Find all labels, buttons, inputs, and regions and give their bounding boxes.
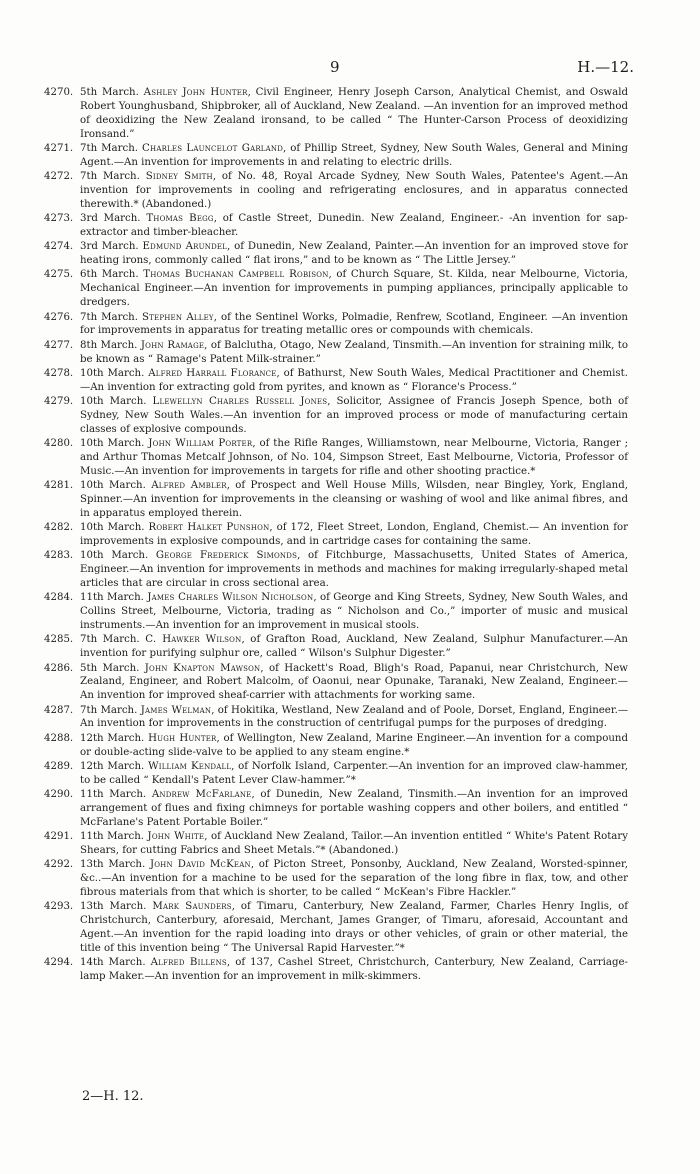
- entry-date: 11th March.: [80, 789, 147, 801]
- entry-description: , of the Sentinel Works, Polmadie, Renfrew, Scotland, Engineer. —An invention for improvements in apparatus for treating metallic ores or compounds with chemicals.: [80, 311, 628, 337]
- entry-date: 3rd March.: [80, 241, 139, 253]
- entry-description: , of Grafton Road, Auckland, New Zealand, Sulphur Manufacturer.—An invention for purifying sulphur ore, called “ Wilson's Sulphur Digester.”: [80, 634, 628, 660]
- applicant-name: C. Hawker Wilson: [145, 634, 242, 646]
- entry-number: 4271.: [44, 142, 74, 154]
- page-number: 9: [330, 58, 341, 76]
- entry-date: 12th March.: [80, 732, 145, 744]
- patent-entry: [44, 170, 628, 212]
- entry-description: , of Wellington, New Zealand, Marine Engineer.—An invention for a compound or double-acting slide-valve to be applied to any steam engine.*: [80, 732, 628, 758]
- entry-date: 10th March.: [80, 438, 145, 450]
- entry-date: 10th March.: [80, 396, 147, 408]
- entry-number: 4272.: [44, 171, 74, 183]
- applicant-name: James Welman: [140, 704, 212, 716]
- entry-number: 4292.: [44, 859, 74, 871]
- entry-date: 8th March.: [80, 339, 138, 351]
- entry-description: , of Castle Street, Dunedin. New Zealand, Engineer.- -An invention for sap-extractor and timber-bleacher.: [80, 213, 628, 238]
- entry-date: 5th March.: [80, 662, 140, 674]
- entry-date: 7th March.: [80, 634, 140, 646]
- patent-entry: [44, 788, 628, 830]
- applicant-name: Llewellyn Charles Russell Jones: [152, 396, 328, 408]
- applicant-name: John Knapton Mawson: [144, 662, 261, 674]
- entry-number: 4291.: [44, 831, 74, 843]
- entry-description: , of 172, Fleet Street, London, England, Chemist.— An invention for improvements in explosive compounds, and in cartridge cases for containing the same.: [80, 522, 628, 547]
- patent-entry: [44, 142, 628, 170]
- applicant-name: Charles Launcelot Garland: [142, 142, 284, 154]
- applicant-name: Ashley John Hunter: [143, 87, 248, 98]
- patent-entry: [44, 900, 628, 955]
- entry-description: , of Church Square, St. Kilda, near Melbourne, Victoria, Mechanical Engineer.—An invention for improvements in pumping appliances, principally applicable to dredgers.: [80, 269, 629, 309]
- entry-number: 4280.: [44, 438, 74, 450]
- patent-entry: [44, 760, 628, 788]
- entry-description: , of Hackett's Road, Bligh's Road, Papanui, near Christchurch, New Zealand, Engineer, and Robert Malcolm, of Oaonui, near Opunake, Taranaki, New Zealand, Engineer.—An invention for improved sheaf-carrier with attachments for working same.: [80, 662, 628, 702]
- entry-description: , of Timaru, Canterbury, New Zealand, Farmer, Charles Henry Inglis, of Christchurch, Canterbury, aforesaid, Merchant, James Granger, of Timaru, aforesaid, Accountant and Agent.—An invention for the rapid loading into drays or other vehicles, of grain or other material, the title of this invention being “ The Universal Rapid Harvester.”*: [80, 901, 628, 954]
- entry-number: 4279.: [44, 396, 74, 408]
- entry-description: , of Balclutha, Otago, New Zealand, Tinsmith.—An invention for straining milk, to be known as “ Ramage's Patent Milk-strainer.”: [80, 339, 628, 365]
- entry-number: 4293.: [44, 901, 74, 913]
- entry-number: 4277.: [44, 339, 74, 351]
- applicant-name: John David McKean: [149, 859, 251, 871]
- entry-date: 7th March.: [80, 142, 139, 154]
- entry-number: 4287.: [44, 704, 74, 716]
- entry-description: , of Dunedin, New Zealand, Tinsmith.—An invention for an improved arrangement of flues and fixing chimneys for portable washing coppers and other boilers, and entitled “ McFarlane's Patent Portable Boiler.”: [80, 789, 628, 828]
- patent-entry: [44, 367, 628, 395]
- entry-number: 4281.: [44, 480, 74, 492]
- entry-description: , Solicitor, Assignee of Francis Joseph Spence, both of Sydney, New South Wales.—An invention for an improved process or mode of manufacturing certain classes of explosive compounds.: [80, 396, 628, 435]
- entry-description: , of Picton Street, Ponsonby, Auckland, New Zealand, Worsted-spinner, &c..—An invention for a machine to be used for the separation of the long fibre in flax, tow, and other fibrous materials from that which is shorter, to be called “ McKean's Fibre Hackler.”: [80, 859, 628, 899]
- applicant-name: Thomas Begg: [146, 213, 214, 225]
- patent-entry: [44, 549, 628, 591]
- entry-number: 4290.: [44, 789, 74, 801]
- entry-description: , of Bathurst, New South Wales, Medical Practitioner and Chemist.—An invention for extracting gold from pyrites, and known as “ Florance's Process.”: [80, 367, 628, 393]
- entry-date: 13th March.: [80, 901, 147, 913]
- entry-number: 4289.: [44, 761, 74, 772]
- applicant-name: James Charles Wilson Nicholson: [147, 592, 314, 604]
- patent-entry: [44, 437, 628, 479]
- patent-entry: [44, 956, 628, 984]
- entry-date: 10th March.: [80, 550, 149, 562]
- patent-entry: [44, 86, 628, 141]
- patent-entry: [44, 732, 628, 760]
- entry-date: 7th March.: [80, 311, 138, 323]
- patent-entry: [44, 311, 628, 339]
- patent-entry: [44, 395, 628, 437]
- document-reference: H.—12.: [577, 58, 634, 76]
- patent-entry: [44, 662, 628, 704]
- entry-description: , of Auckland New Zealand, Tailor.—An invention entitled “ White's Patent Rotary Shears, for cutting Fabrics and Sheet Metals.”* (Abandoned.): [80, 831, 628, 857]
- entry-date: 3rd March.: [80, 213, 141, 225]
- patent-entry: [44, 268, 628, 310]
- entry-date: 10th March.: [80, 522, 145, 534]
- applicant-name: John White: [147, 831, 205, 843]
- entry-number: 4270.: [44, 87, 74, 98]
- applicant-name: Hugh Hunter: [148, 732, 217, 744]
- entry-date: 14th March.: [80, 957, 146, 969]
- applicant-name: Mark Saunders: [152, 901, 232, 913]
- patent-entry: [44, 591, 628, 633]
- entry-description: , of the Rifle Ranges, Williamstown, near Melbourne, Victoria, Ranger ; and Arthur Thomas Metcalf Johnson, of No. 104, Simpson Street, East Melbourne, Victoria, Professor of Music.—An invention for improvements in targets for rifle and other shooting practice.*: [80, 438, 629, 477]
- applicant-name: John William Porter: [148, 438, 253, 450]
- entry-date: 13th March.: [80, 859, 146, 871]
- entry-number: 4275.: [44, 269, 74, 281]
- entry-date: 10th March.: [80, 480, 146, 492]
- entry-description: , of Norfolk Island, Carpenter.—An invention for an improved claw-hammer, to be called “ Kendall's Patent Lever Claw-hammer.”*: [80, 761, 628, 786]
- entry-date: 7th March.: [80, 171, 140, 183]
- applicant-name: Sidney Smith: [145, 171, 213, 183]
- patent-entry: [44, 212, 628, 240]
- applicant-name: Robert Halket Punshon: [148, 522, 270, 534]
- entry-date: 11th March.: [80, 831, 145, 843]
- entry-description: , of Dunedin, New Zealand, Painter.—An invention for an improved stove for heating irons, commonly called “ flat irons,” and to be known as “ The Little Jersey.”: [80, 241, 628, 267]
- entry-description: , of No. 48, Royal Arcade Sydney, New South Wales, Patentee's Agent.—An invention for improvements in cooling and refrigerating enclosures, and in apparatus connected therewith.* (Abandoned.): [80, 171, 628, 210]
- applicant-name: John Ramage: [140, 339, 205, 351]
- entry-number: 4278.: [44, 367, 74, 379]
- patent-entry: [44, 479, 628, 521]
- patent-entry: [44, 704, 628, 732]
- entry-number: 4283.: [44, 550, 74, 562]
- entry-date: 6th March.: [80, 269, 139, 281]
- entry-number: 4276.: [44, 311, 74, 323]
- applicant-name: Andrew McFarlane: [151, 789, 252, 801]
- applicant-name: George Frederick Simonds: [155, 550, 298, 562]
- applicant-name: Alfred Ambler: [151, 480, 227, 492]
- applicant-name: Edmund Arundel: [142, 241, 228, 253]
- entry-number: 4285.: [44, 634, 74, 646]
- patent-entry: [44, 858, 628, 900]
- entry-date: 11th March.: [80, 592, 144, 604]
- applicant-name: Alfred Harrall Florance: [148, 367, 277, 379]
- applicant-name: William Kendall: [148, 761, 232, 772]
- applicant-name: Thomas Buchanan Campbell Robison: [143, 269, 329, 281]
- entry-number: 4274.: [44, 241, 74, 253]
- entry-description: , of 137, Cashel Street, Christchurch, Canterbury, New Zealand, Carriage-lamp Maker.—An invention for an improvement in milk-skimmers.: [80, 957, 628, 983]
- entry-number: 4273.: [44, 213, 74, 225]
- patent-entry: [44, 830, 628, 858]
- entry-date: 12th March.: [80, 761, 145, 772]
- applicant-name: Stephen Alley: [141, 311, 214, 323]
- entry-description: , Civil Engineer, Henry Joseph Carson, Analytical Chemist, and Oswald Robert Younghusband, Shipbroker, all of Auckland, New Zealand. —An invention for an improved method of deoxidizing the New Zealand ironsand, to be called “ The Hunter-Carson Process of deoxidizing Ironsand.”: [80, 87, 628, 140]
- entry-number: 4286.: [44, 662, 74, 674]
- entry-date: 10th March.: [80, 367, 145, 379]
- entry-number: 4282.: [44, 522, 74, 534]
- patent-entry: [44, 339, 628, 367]
- patent-entries-list: [44, 86, 628, 985]
- entry-description: , of Hokitika, Westland, New Zealand and of Poole, Dorset, England, Engineer.—An invention for improvements in the construction of centrifugal pumps for the purposes of dredging.: [80, 704, 629, 730]
- patent-entry: [44, 521, 628, 549]
- entry-description: , of Fitchburge, Massachusetts, United States of America, Engineer.—An invention for improvements in methods and machines for making irregularly-shaped metal articles that are circular in cross sectional area.: [80, 550, 628, 590]
- entry-number: 4294.: [44, 957, 74, 969]
- printer-signature: 2—H. 12.: [82, 1089, 144, 1104]
- patent-entry: [44, 633, 628, 661]
- applicant-name: Alfred Billens: [150, 957, 227, 969]
- entry-date: 7th March.: [80, 704, 138, 716]
- patent-entry: [44, 240, 628, 268]
- entry-date: 5th March.: [80, 87, 139, 98]
- entry-number: 4288.: [44, 732, 74, 744]
- entry-description: , of George and King Streets, Sydney, New South Wales, and Collins Street, Melbourne, Victoria, trading as “ Nicholson and Co.,” importer of music and musical instruments.—An invention for an improvement in musical stools.: [80, 592, 629, 632]
- entry-description: , of Prospect and Well House Mills, Wilsden, near Bingley, York, England, Spinner.—An invention for improvements in the cleansing or washing of wool and like animal fibres, and in apparatus employed therein.: [80, 480, 628, 519]
- entry-description: , of Phillip Street, Sydney, New South Wales, General and Mining Agent.—An invention for improvements in and relating to electric drills.: [80, 142, 628, 168]
- entry-number: 4284.: [44, 592, 74, 604]
